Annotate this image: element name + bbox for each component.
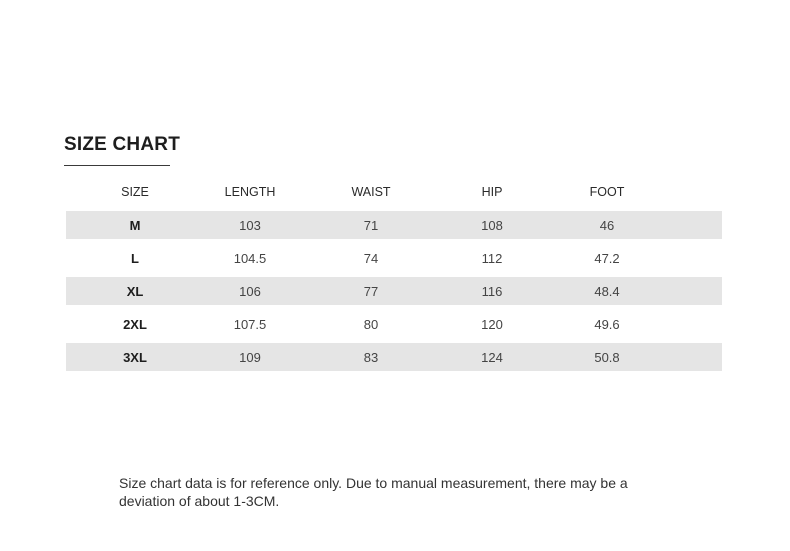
size-cell: XL [126,283,144,299]
column-header-length: LENGTH [224,185,276,199]
hip-cell: 108 [481,217,503,233]
foot-cell: 49.6 [594,316,620,332]
hip-cell: 124 [481,349,503,365]
title-underline [64,165,170,166]
waist-cell: 71 [363,217,379,233]
foot-cell: 50.8 [594,349,620,365]
column-header-foot: FOOT [589,185,625,199]
size-cell: 2XL [123,316,147,332]
size-table [66,176,722,376]
column-header-size: SIZE [121,185,149,199]
table-row [66,244,722,272]
hip-cell: 112 [481,250,503,266]
table-row [66,310,722,338]
table-row [66,343,722,371]
waist-cell: 80 [363,316,379,332]
waist-cell: 83 [363,349,379,365]
hip-cell: 116 [481,283,503,299]
size-cell: 3XL [123,349,147,365]
length-cell: 106 [239,283,261,299]
page-title: SIZE CHART [64,134,180,155]
waist-cell: 74 [363,250,379,266]
foot-cell: 47.2 [594,250,620,266]
length-cell: 107.5 [233,316,267,332]
table-row [66,277,722,305]
table-header-row [66,176,722,208]
hip-cell: 120 [481,316,503,332]
foot-cell: 48.4 [594,283,620,299]
size-cell: M [129,217,141,233]
length-cell: 103 [239,217,261,233]
table-row [66,211,722,239]
column-header-hip: HIP [481,185,503,199]
size-cell: L [131,250,139,266]
length-cell: 104.5 [233,250,267,266]
foot-cell: 46 [599,217,615,233]
disclaimer-note: Size chart data is for reference only. Due to manual measurement, there may be a deviation of about 1-3CM. [119,475,628,509]
length-cell: 109 [239,349,261,365]
waist-cell: 77 [363,283,379,299]
column-header-waist: WAIST [351,185,391,199]
